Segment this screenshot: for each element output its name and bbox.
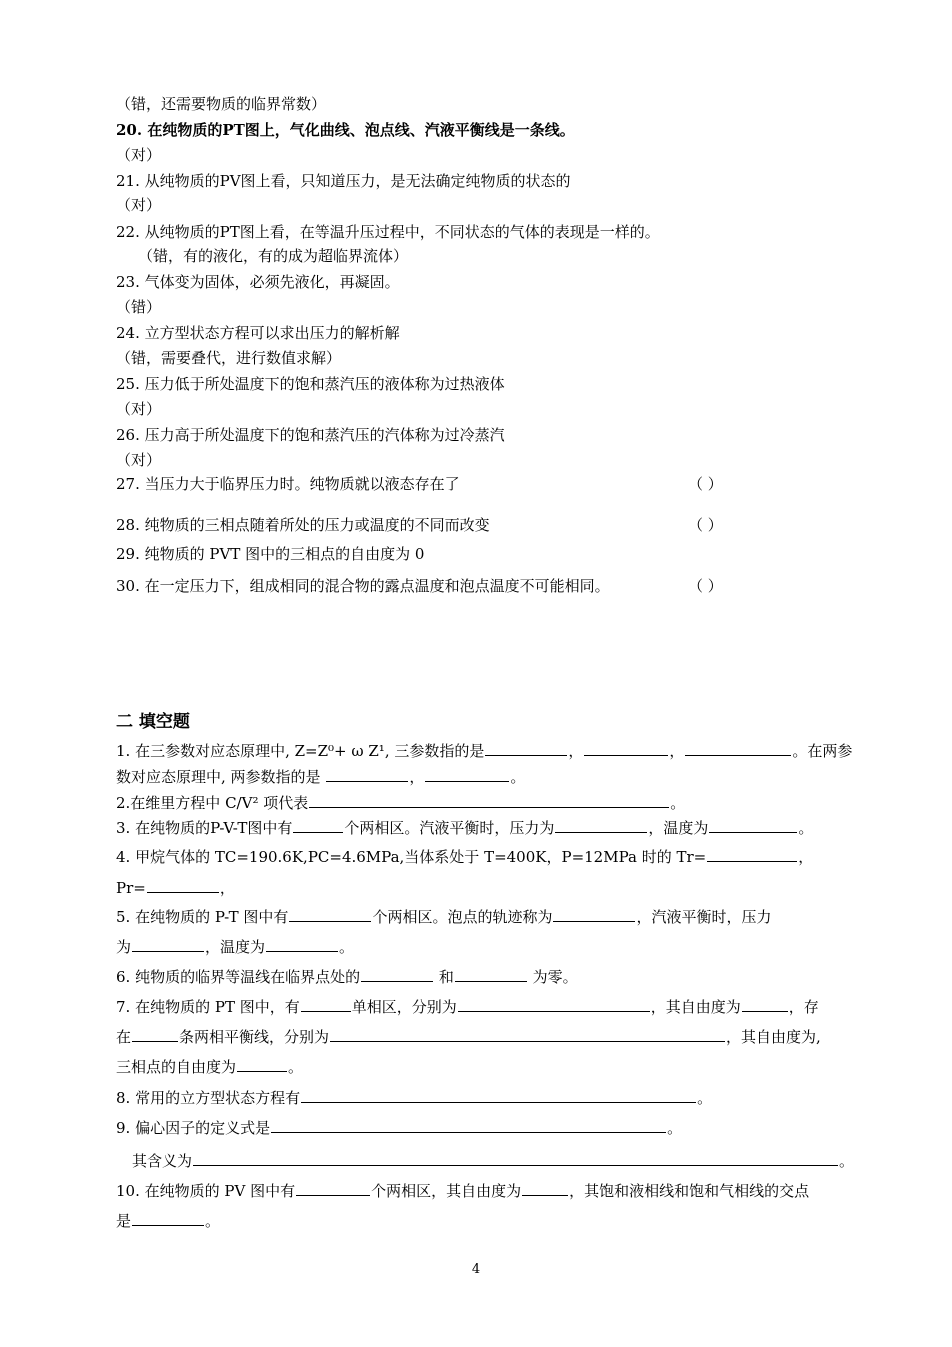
question-30: 30. 在一定压力下，组成相同的混合物的露点温度和泡点温度不可能相同。 (116, 577, 610, 595)
answer-26: （对） (116, 451, 162, 469)
question-fill-9: 9. 偏心因子的定义式是 。 (116, 1119, 683, 1137)
question-fill-10: 10. 在纯物质的 PV 图中有 个两相区，其自由度为 ，其饱和液相线和饱和气相线的交点 (116, 1182, 810, 1200)
question-fill-4: 4. 甲烷气体的 TC=190.6K,PC=4.6MPa,当体系处于 T=400K，P=12MPa 时的 Tr= ， (116, 848, 814, 866)
question-fill-6: 6. 纯物质的临界等温线在临界点处的 和 为零。 (116, 968, 578, 986)
question-fill-9-cont: 其含义为 。 (132, 1152, 855, 1170)
question-fill-8: 8. 常用的立方型状态方程有 。 (116, 1089, 713, 1107)
question-22: 22. 从纯物质的PT图上看，在等温升压过程中，不同状态的气体的表现是一样的。 (116, 223, 660, 241)
answer-22: （错，有的液化，有的成为超临界流体） (138, 247, 409, 265)
question-25: 25. 压力低于所处温度下的饱和蒸汽压的液体称为过热液体 (116, 375, 505, 393)
question-fill-1-cont: 数对应态原理中, 两参数指的是 ， 。 (116, 768, 526, 786)
answer-parens-30: （ ） (688, 577, 723, 595)
answer-23: （错） (116, 298, 162, 316)
answer-parens-27: （ ） (688, 475, 723, 493)
answer-21: （对） (116, 196, 162, 214)
question-27: 27. 当压力大于临界压力时。纯物质就以液态存在了 (116, 475, 460, 493)
question-fill-10-cont: 是 。 (116, 1212, 221, 1230)
answer-19: （错，还需要物质的临界常数） (116, 95, 327, 113)
question-28: 28. 纯物质的三相点随着所处的压力或温度的不同而改变 (116, 516, 490, 534)
question-24: 24. 立方型状态方程可以求出压力的解析解 (116, 324, 400, 342)
question-26: 26. 压力高于所处温度下的饱和蒸汽压的汽体称为过冷蒸汽 (116, 426, 505, 444)
question-23: 23. 气体变为固体，必须先液化，再凝固。 (116, 273, 400, 291)
answer-25: （对） (116, 400, 162, 418)
question-fill-5-cont: 为 ，温度为 。 (116, 938, 355, 956)
section-title: 二 填空题 (116, 712, 190, 732)
question-fill-4-cont: Pr= ， (116, 879, 235, 897)
question-29: 29. 纯物质的 PVT 图中的三相点的自由度为 0 (116, 545, 425, 563)
question-fill-2: 2.在维里方程中 C/V² 项代表 。 (116, 794, 686, 812)
answer-24: （错，需要叠代，进行数值求解） (116, 349, 342, 367)
question-fill-5: 5. 在纯物质的 P-T 图中有 个两相区。泡点的轨迹称为 ，汽液平衡时，压力 (116, 908, 772, 926)
page-number: 4 (471, 1262, 481, 1277)
question-fill-7-cont: 在 条两相平衡线，分别为 ，其自由度为, (116, 1028, 821, 1046)
question-20: 20. 在纯物质的PT图上，气化曲线、泡点线、汽液平衡线是一条线。 (116, 121, 575, 139)
question-fill-7-cont2: 三相点的自由度为 。 (116, 1058, 304, 1076)
question-21: 21. 从纯物质的PV图上看，只知道压力，是无法确定纯物质的状态的 (116, 172, 571, 190)
question-fill-7: 7. 在纯物质的 PT 图中，有 单相区，分别为 ，其自由度为 ，存 (116, 998, 819, 1016)
answer-20: （对） (116, 146, 162, 164)
question-fill-3: 3. 在纯物质的P-V-T图中有 个两相区。汽液平衡时，压力为 ，温度为 。 (116, 819, 814, 837)
question-fill-1: 1. 在三参数对应态原理中, Z=Z⁰+ ω Z¹, 三参数指的是 ， ， 。在两参 (116, 742, 853, 760)
answer-parens-28: （ ） (688, 516, 723, 534)
